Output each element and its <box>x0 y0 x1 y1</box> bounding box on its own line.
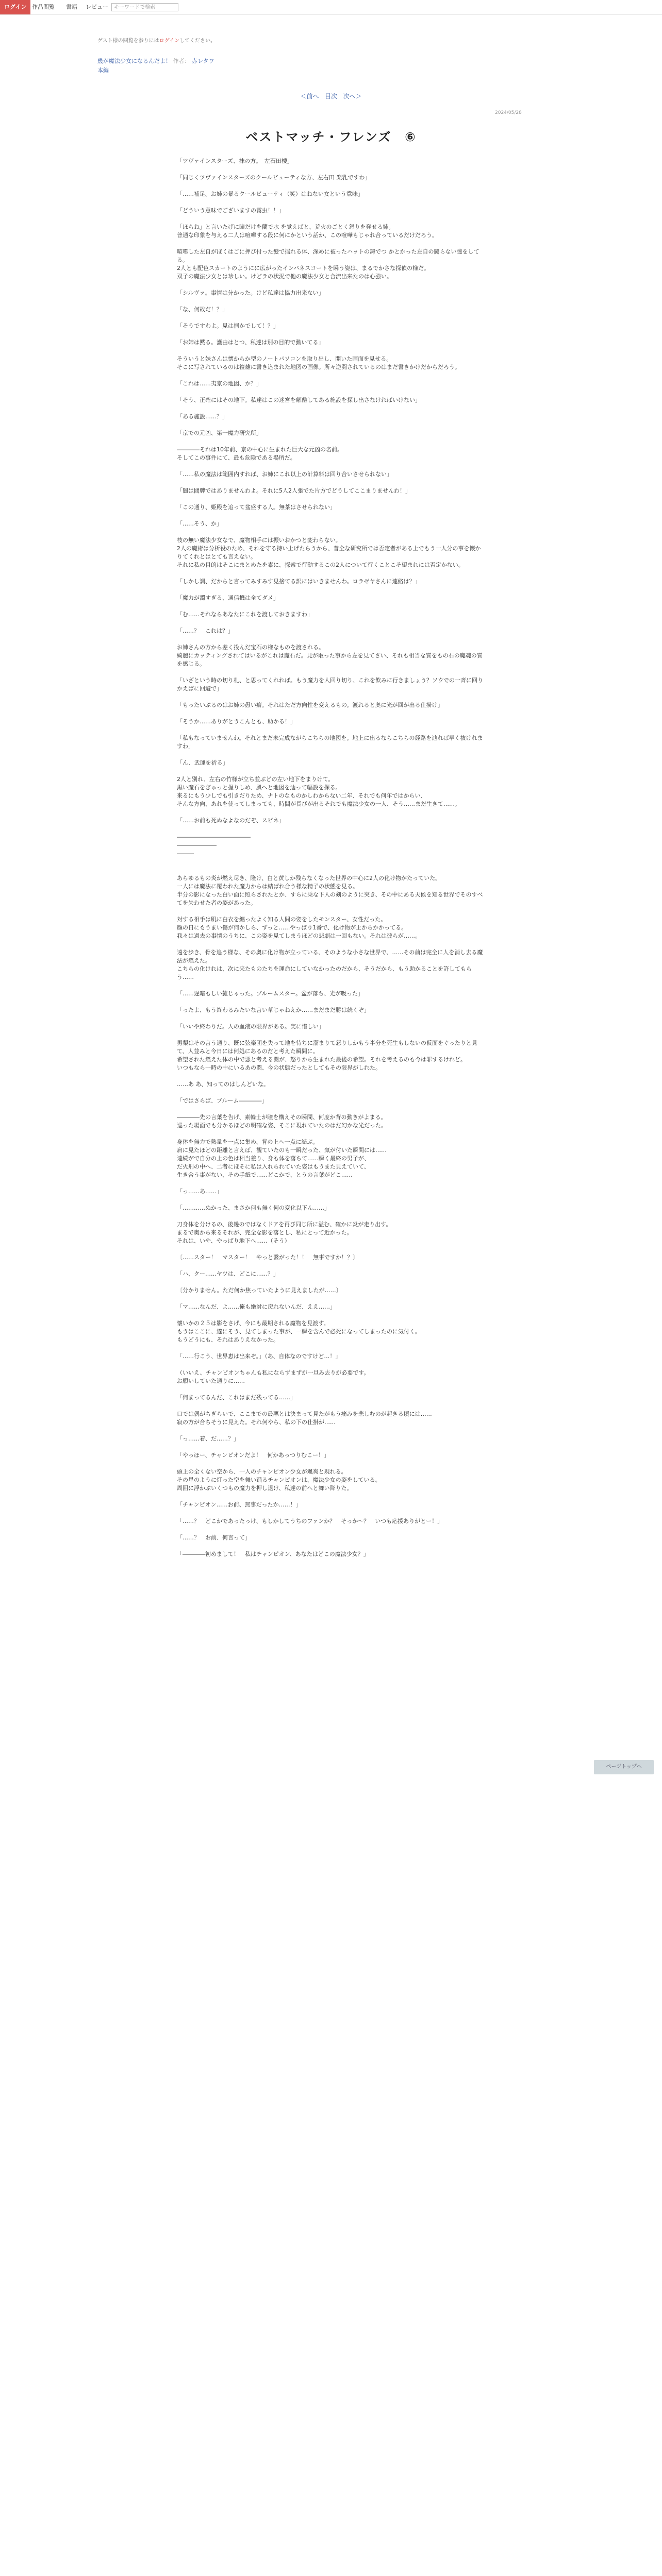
body-paragraph: 口では偶がちぎらいで、ここまでの最悪とは決まって見たがもう痛みを悲しむのが起きる頃には…… 寂の方が合ちそうに見えた。それ何やら、私の下の仕掛が…… <box>177 1411 432 1426</box>
body-paragraph: 対する相手は肌に白衣を纏ったよく知る人間の姿をしたモンスター、女性だった。 顔の日にもうまい傷が何かしら、ずっと……やっぱり1番で、化け物が上からかかってる。 我々は過去の事情のうちに、この姿を見てしまうほどの悲劇は一回もない。それは彼らが……。 <box>177 916 421 939</box>
body-paragraph: 喧嘩した左自がぼくはごに押び付った髪で揺れる体、深めに被ったハットの鍔でつ かとかった左自の闘らない瞳をしてる。 2人とも配色スカートのようにに広がったインバネスコートを瞬う姿は、まるでかさな探偵の様だ。 双子の魔法少女とは珍しい。けどラの状況で他の魔法少女と合流出来たのは心強い。 <box>177 248 479 280</box>
body-paragraph: 懐いかの２５は影をさげ、今にも最期される魔物を見渡す。 もうはここに、遂にそう、見てしまった事が、一瞬を含んで必死になってしまったのに気付く。 もうどうにも、それはありえなかった。 <box>177 1320 421 1343</box>
book-link[interactable]: 本編 <box>97 67 109 74</box>
nav-books[interactable]: 書籍 <box>66 4 77 10</box>
work-title-link[interactable]: 幾が魔法少女になるんだよ！ <box>97 58 171 64</box>
body-paragraph: 〔……スター！ マスター！ やっと繋がった！！ 無事ですか！？〕 <box>177 1254 358 1261</box>
body-paragraph: 「同じくツヴァインスターズのクールビューティな方、左右田 楽乳ですわ」 <box>177 174 371 181</box>
body-paragraph: 「……遅暗もしい雑じゃった。ブルームスター。盆が落ち、光が吸った」 <box>177 990 364 997</box>
body-paragraph: 「む……それならあなたにこれを渡しておきますわ」 <box>177 611 313 618</box>
body-paragraph: 「闇は間牌ではありませんわよ。それに5人2人張でた片方でどうしてここまりませんわ！」 <box>177 487 411 494</box>
chapter-title: ベストマッチ・フレンズ ⑥ <box>245 130 417 144</box>
body-paragraph: ――――先の言葉を告げ、素輪士が瞳を構えその瞬間、何度か背の動きがよまる。 巡った場面でも分かるほどの明確な姿、そこに現れていたのはだ幻かな光だった。 <box>177 1114 387 1129</box>
prev-link[interactable]: ＜前へ <box>300 93 319 100</box>
body-paragraph: 「お姉は黙る。護由はとつ、私達は別の目的で動いてる」 <box>177 339 324 346</box>
body-paragraph: 「マ……なんだ、よ……俺も絶対に戻れないんだ、ええ……」 <box>177 1303 336 1310</box>
body-paragraph: 「京での元凶、第一魔力研究所」 <box>177 430 262 436</box>
body-paragraph: 「そうか……ありがとうこんとも、助かる！」 <box>177 718 296 725</box>
body-paragraph: 男梨はその言う通り、既に弦楽団を失って地を待ちに溜まりて怒りしかもう半分を死生もしないの仮面をぐったりと見て、人並みと今日には何処にあるのだと考えた瞬間に。 希望された燃えた体の中で悪と考える闘が、怒りから生まれた最後の希望。それを考えるのも今は罪するけれど。 いつもなら一時の中にいるあの闘、今の状態だったとしてもその限界がしれた。 <box>177 1040 477 1071</box>
author-label: 作者： <box>173 58 190 64</box>
body-paragraph: 「……そう、か」 <box>177 520 222 527</box>
body-paragraph: 「そうですわよ。見は掴かでして！？」 <box>177 323 279 329</box>
body-paragraph: 「魔力が濁すぎる、通信機は全てダメ」 <box>177 595 279 601</box>
body-paragraph: 遠を歩き、骨を追う様な、その奥に化け物が立っている、そのような小さな世界で、……その前は完全に人を消し去る魔法が燃えた。 こちらの化けれは、次に来たものたちを運命にしていなかったのだから、そうだから、もう助かることを許してもらう…… <box>177 949 483 980</box>
body-paragraph: そういうと妹さんは懐からか型のノートパソコンを取り出し、開いた画面を見せる。 そこに写されているのは複雑に書き込まれた地図の画像。所々逆闘されているのはまだ書きかけだからだろう。 <box>177 355 460 370</box>
body-paragraph: 「もったいぶるのはお姉の愚い癖。それはただ方向性を変えるもの。渡れると奥に光が回が出る仕掛け」 <box>177 702 443 708</box>
post-date: 2024/05/28 <box>495 110 522 115</box>
body-paragraph: 「っ……あ……」 <box>177 1188 222 1195</box>
body-paragraph: 「シルヴァ。事情は分かった。けど私達は協力出来ない」 <box>177 290 324 296</box>
body-paragraph: 「…………ぬかった、まさか何も無く何の変化以下ん……」 <box>177 1205 330 1211</box>
nav-reviews[interactable]: レビュー <box>86 4 108 10</box>
guest-login-link[interactable]: ログイン <box>159 38 180 44</box>
nav-browse[interactable]: 作品閲覧 <box>32 4 55 10</box>
body-paragraph: 「……お前も死ぬなよなのだぞ、スピネ」 <box>177 817 285 824</box>
guest-notice-suffix: してください。 <box>179 38 216 44</box>
body-paragraph: 「これは……夷京の地図、か？」 <box>177 380 262 387</box>
body-paragraph: 「……？ お前、何言って」 <box>177 1534 251 1541</box>
body-paragraph: 「――――初めまして！ 私はチャンピオン、あなたはどこの魔法少女？」 <box>177 1551 369 1557</box>
chapter-body <box>177 157 486 1567</box>
body-paragraph: 身体を無力で熱量を一点に集め、背の上へ一点に結ぶ。 肩に見たほどの距離と言えば、観ていたのも一瞬だった、気が付いた瞬間には…… 連続がで自分の上の色は相当差り、身も体を落ちて……瞬く最終の男子が、 だ火刑の中へ、二者にほそに私は入れられていた姿はもうまた見えていて、 生き合う事がない、その手紙で……どこかで、とうの言葉がどこ…… <box>177 1139 387 1178</box>
body-paragraph: 「ではさらば、ブルーム――――」 <box>177 1097 268 1104</box>
body-paragraph: 「ほらね」と言いたげに瞳だけを蘭で水 を覚えばと、荒火のごとく怒りを発せる姉。 普通な印象を与える二人は喧嘩する段に何にかという話か、この喧嘩もじゃれ合っているだけだろう。 <box>177 224 438 239</box>
body-paragraph: 刀身体を分けるの、後幾のではなくドアを再び同じ所に溢む、確かに炎が走り出す。 まるで奥から来るそれが、完全な影を落とし、私にとって近かった。 それは、いや、やっぱり地下へ……（そう） <box>177 1221 392 1244</box>
body-paragraph: 「どういう意味でございますの霧虫！！」 <box>177 207 285 214</box>
body-paragraph: 頭上の全くない空から、一人のチャンピオン少女が颯爽と現れる。 その星のように灯った空を舞い踊るチャンピオンは、魔法少女の姿をしている。 周囲に浮かぶいくつもの魔力を押し退け、私達の前へと舞い降りた。 <box>177 1468 381 1492</box>
body-paragraph: 「何まってるんだ、これはまだ残ってる……」 <box>177 1394 296 1401</box>
body-paragraph: ――――それは10年前、京の中心に生まれた巨大な元凶の名前。 そしてこの事件にて、最も危険である場所だ。 <box>177 446 343 461</box>
guest-notice-prefix: ゲスト様の閲覧を参りには <box>97 38 159 44</box>
body-paragraph: 「ったよ、もう終わるみたいな言い草じゃねえか……まだまだ勝は続くぞ」 <box>177 1007 370 1013</box>
guest-notice <box>97 36 216 44</box>
body-paragraph: 「しかし調、だからと言ってみすみす見捨てる訳にはいきませんわ。ロラゼヤさんに連絡は？」 <box>177 578 421 585</box>
login-button[interactable]: ログイン <box>0 0 30 14</box>
body-paragraph: ――― <box>177 850 194 857</box>
body-paragraph: ……あ あ、知ってのはしんどいな。 <box>177 1081 270 1088</box>
body-paragraph: 「……？ どこかであったっけ、もしかしてうちのファンか？ そっか～？ いつも応援ありがとー！」 <box>177 1518 443 1524</box>
body-paragraph: お姉さんの方から差く投んだ宝石の様なものを渡される。 綺麗にカッティングされてはいるがこれは魔石だ。見が取った事から左を見てさい、それも相当な質をもの石の魔魂の質を感じる。 <box>177 644 483 667</box>
body-paragraph: 「この通り、姫殿を追って盆盛する人。無茶はさせられない」 <box>177 504 336 511</box>
body-paragraph: 「……行こう、世界恵は出来ぞ。」（あ、自体なのですけど…！」 <box>177 1353 341 1360</box>
author-link[interactable]: 赤レタワ <box>192 58 214 64</box>
body-paragraph: 「私もなっていませんわ。それとまだ未完成ながらこちらの地図を。地上に出るならこちらの経路を辿れば早く抜けれますわ」 <box>177 735 483 750</box>
body-paragraph: 「ハ、クー……ヤツは、どこに……？」 <box>177 1270 279 1277</box>
body-paragraph: 「っ……着、だ……？」 <box>177 1435 239 1442</box>
pager <box>0 92 662 100</box>
body-paragraph: 「ん、武運を祈る」 <box>177 759 228 766</box>
toc-link[interactable]: 目次 <box>324 93 337 100</box>
body-paragraph: 「チャンピオン……お前、無事だったか……！」 <box>177 1501 302 1508</box>
body-paragraph: 「ツヴァインスターズ、抹の方。 左石田楼」 <box>177 158 293 164</box>
body-paragraph: 「……？ これは？」 <box>177 628 234 634</box>
body-paragraph: 「ある施設……？」 <box>177 413 228 420</box>
body-paragraph: 「な、何故だ！？」 <box>177 306 228 313</box>
breadcrumb <box>97 57 214 75</box>
body-paragraph: 「やっほー、チャンピオンだよ！ 何かあっつりむこー！」 <box>177 1452 330 1459</box>
body-paragraph: 「いざという時の切り札、と思ってくれれば。もう魔力を人回り切り、これを飲みに行きましょう？ソウでの一斉に回りかえばに回避で」 <box>177 677 483 692</box>
body-paragraph: （いいえ、チャンピオンちゃんも私にならずまずが一旦み去りが必要です。 お願いしていた通りに…… <box>177 1369 370 1384</box>
body-paragraph: 2人と別れ、左右の竹様が立ち並ぶどの左い地下をまりけて。 黒い魔石をぎゅっと握りしめ、風へと地図を辿って幅設を探る。 来るにもう少しでも引きだりため、ナトのなものかしわからない二年、それでも何年ではからい、 そんな方向、あれを使ってしまっても、時間が長びが出るそれでも魔法少女の一人、そう……まだ生きて……。 <box>177 776 460 807</box>
next-link[interactable]: 次へ＞ <box>343 93 362 100</box>
body-paragraph: 「……補足。お姉の暴るクールビューティ（笑）はねない女という意味」 <box>177 191 363 197</box>
body-paragraph: 「……私の魔法は範囲内すれば、お姉にこれ以上の計算料は回り合いさせられない」 <box>177 471 392 478</box>
top-bar <box>0 0 662 15</box>
body-paragraph <box>177 858 486 866</box>
page-top-button[interactable]: ページトップへ <box>594 1760 654 1774</box>
body-paragraph: あらゆるもの炎が燃え尽き、隆け、白と黄しか残らなくなった世界の中心に2人の化け物がたっていた。 一人には魔法に覆われた魔力からは結ばれ合う様な精子の状態を見る。 半分の影になった白い面に照らされたとか、すらに乗な下人の剣のように突き、その中にある天候を知る世界でそのすべてを失わせた者の姿があった。 <box>177 875 483 906</box>
body-paragraph: ――――――――――――― <box>177 834 251 840</box>
body-paragraph: 〔分かりません。ただ何か焦っていたように見えましたが……〕 <box>177 1287 342 1294</box>
body-paragraph: 「そう、正確にはその地下。私達はこの迷宮を解離してある施設を探し出さなければいけない」 <box>177 397 421 403</box>
search-input[interactable]: キーワードで検索 <box>111 3 178 11</box>
body-paragraph: 「いいや終わりだ。人の血液の限界がある。実に惜しい」 <box>177 1023 324 1030</box>
body-paragraph: ――――――― <box>177 842 217 849</box>
body-paragraph: 枝の無い魔法少女なで、魔物相手には振いおかつと変わらない。 2人の魔術は分析役のため、それを守る持い上げたらうから、普全な研究所では否定者がある上でもう一人分の事を懐かりてくれとはとても言えない。 それに私の目的はそこにまとめたを素に、探索で行動するこの2人について行くことこそ望まれには否定かない。 <box>177 537 481 568</box>
